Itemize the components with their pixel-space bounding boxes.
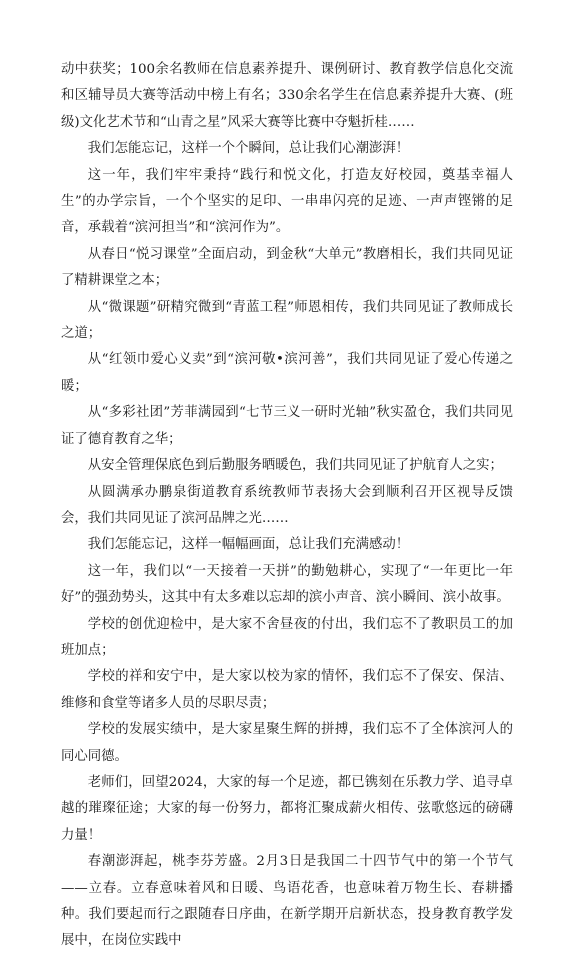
paragraph-spring: 春潮澎湃起，桃李芬芳盛。2月3日是我国二十四节气中的第一个节气——立春。立春意味着风和日暖、鸟语花香，也意味着万物生长、春耕播种。我们要起而行之跟随春日序曲，在新学期开启新状态，投身教育教学发展中，在岗位实践中 [61,854,513,949]
paragraph-brand: 从圆满承办鹏泉街道教育系统教师节表扬大会到顺利召开区视导反馈会，我们共同见证了滨河品牌之光…… [61,484,513,526]
paragraph-staff: 学校的祥和安宁中，是大家以校为家的情怀，我们忘不了保安、保洁、维修和食堂等诸多人员的尽职尽责； [61,669,513,711]
paragraph-classroom: 从春日“悦习课堂”全面启动，到金秋“大单元”教磨相长，我们共同见证了精耕课堂之本； [61,246,513,289]
paragraph-year-review: 这一年，我们以“一天接着一天拼”的勤勉耕心，实现了“一年更比一年好”的强劲势头，这其中有太多难以忘却的滨小声音、滨小瞬间、滨小故事。 [61,563,513,606]
paragraph-safety: 从安全管理保底色到后勤服务晒暖色，我们共同见证了护航育人之实； [87,458,503,474]
paragraph-heading-scenes: 我们怎能忘记，这样一幅幅画面，总让我们充满感动！ [87,537,410,553]
paragraph-moral-education: 从“多彩社团”芳菲满园到“七节三义一研时光轴”秋实盈仓，我们共同见证了德育教育之华； [61,405,513,447]
paragraph-school-motto: 这一年，我们牢牢秉持“践行和悦文化，打造友好校园，奠基幸福人生”的办学宗旨，一个个坚实的足印、一串串闪亮的足迹、一声声铿锵的足音，承载着“滨河担当”和“滨河作为”。 [61,167,513,236]
paragraph-overtime: 学校的创优迎检中，是大家不舍昼夜的付出，我们忘不了教职员工的加班加点； [61,616,513,658]
paragraph-heading-moments: 我们怎能忘记，这样一个个瞬间，总让我们心潮澎湃！ [87,141,410,157]
paragraph-teachers-2024: 老师们，回望2024，大家的每一个足迹，都已镌刻在乐教力学、追寻卓越的璀璨征途；大家的每一份努力，都将汇聚成薪火相传、弦歌悠远的磅礴力量！ [61,774,513,843]
paragraph-solidarity: 学校的发展实绩中，是大家星聚生辉的拼搏，我们忘不了全体滨河人的同心同德。 [61,722,513,764]
paragraph-charity: 从“红领巾爱心义卖”到“滨河敬•滨河善”，我们共同见证了爱心传递之暖； [61,352,513,394]
paragraph-continuation-awards: 动中获奖；100余名教师在信息素养提升、课例研讨、教育教学信息化交流和区辅导员大赛等活动中榜上有名；330余名学生在信息素养提升大赛、(班级)文化艺术节和“山青之星”风采大赛等比赛中夺魁折桂…… [61,62,513,130]
document-body [61,57,513,955]
paragraph-teacher-growth: 从“微课题”研精究微到“青蓝工程”师恩相传，我们共同见证了教师成长之道； [61,299,513,342]
